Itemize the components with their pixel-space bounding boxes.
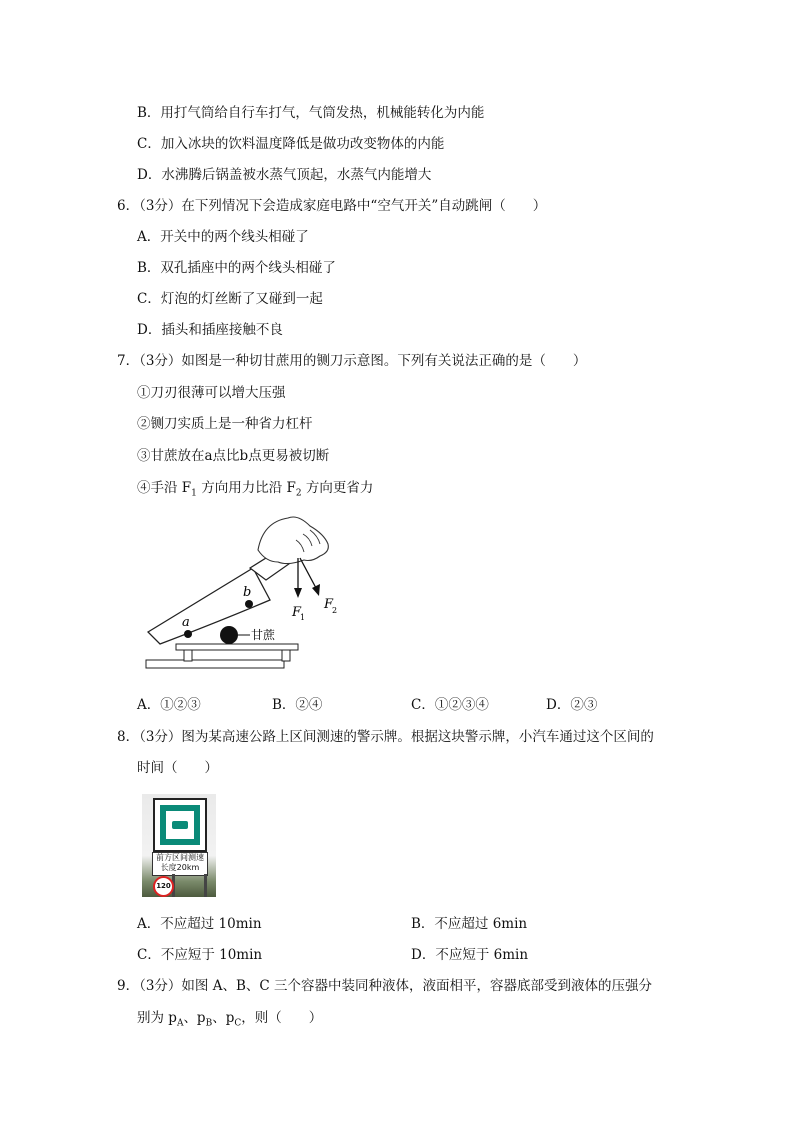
q6-option-a: A．开关中的两个线头相碰了 [137, 229, 309, 245]
q6-option-c: C．灯泡的灯丝断了又碰到一起 [137, 291, 323, 307]
q7-statement-4: ④手沿 $F_1$ 方向用力比沿 $F_2$ 方向更省力 [137, 480, 374, 499]
sign-panel [153, 798, 207, 852]
q5-option-b: B．用打气筒给自行车打气，气筒发热，机械能转化为内能 [137, 105, 485, 121]
q7-stem: 7．（3分）如图是一种切甘蔗用的铡刀示意图。下列有关说法正确的是（ ） [117, 353, 587, 369]
q8-option-d: D．不应短于 6min [411, 947, 529, 963]
sugarcane [220, 626, 238, 644]
sign-text-board [152, 852, 208, 876]
q8-stem-line1: 8．（3分）图为某高速公路上区间测速的警示牌。根据这块警示牌，小汽车通过这个区间的 [117, 729, 654, 745]
q5-option-d: D．水沸腾后锅盖被水蒸气顶起，水蒸气内能增大 [137, 167, 432, 183]
q8-option-b: B．不应超过 6min [411, 916, 528, 932]
point-b [245, 600, 253, 608]
q6-option-b: B．双孔插座中的两个线头相碰了 [137, 260, 336, 276]
stand-leg-left [184, 650, 192, 661]
speed-limit-sign: 120 [153, 876, 174, 897]
q7-option-c: C．①②③④ [411, 697, 489, 713]
sign-text-line2: 长度20km [160, 863, 200, 872]
q6-option-d: D．插头和插座接触不良 [137, 322, 283, 338]
q7-option-d: D．②③ [546, 697, 598, 713]
q8-option-a: A．不应超过 10min [137, 916, 262, 932]
cutting-stand [176, 644, 298, 650]
q6-stem: 6．（3分）在下列情况下会造成家庭电路中“空气开关”自动跳闸（ ） [117, 198, 547, 214]
point-a [184, 630, 192, 638]
q9-stem-line2: 别为 $p_A$、$p_B$、$p_C$，则（ ） [137, 1010, 323, 1029]
label-sugarcane: 甘蔗 [251, 628, 276, 642]
label-b: b [243, 585, 252, 600]
q8-stem-line2: 时间（ ） [137, 760, 218, 776]
q7-statement-1: ①刀刃很薄可以增大压强 [137, 385, 286, 401]
q7-option-b: B．②④ [272, 697, 323, 713]
cutter-figure [138, 510, 358, 682]
speed-sign-photo [142, 794, 216, 897]
q8-option-c: C．不应短于 10min [137, 947, 263, 963]
hand [258, 517, 328, 564]
sign-green-panel [160, 805, 200, 845]
label-f1-sub: 1 [300, 613, 306, 622]
label-a: a [182, 615, 190, 630]
label-f2-sub: 2 [332, 606, 338, 615]
sign-text-line1: 前方区间测速 [156, 853, 204, 862]
base-board [146, 660, 284, 668]
label-f1: F [292, 605, 302, 620]
q9-stem-line1: 9．（3分）如图 A、B、C 三个容器中装同种液体，液面相平，容器底部受到液体的压强分 [117, 978, 653, 994]
label-f2: F [324, 597, 334, 612]
q5-option-c: C．加入冰块的饮料温度降低是做功改变物体的内能 [137, 136, 445, 152]
car-icon [172, 821, 188, 829]
stand-leg-right [282, 650, 290, 661]
force-arrow-f2 [300, 558, 316, 588]
q7-option-a: A．①②③ [137, 697, 201, 713]
q7-statement-2: ②铡刀实质上是一种省力杠杆 [137, 416, 313, 432]
q7-statement-3: ③甘蔗放在a点比b点更易被切断 [137, 448, 330, 464]
